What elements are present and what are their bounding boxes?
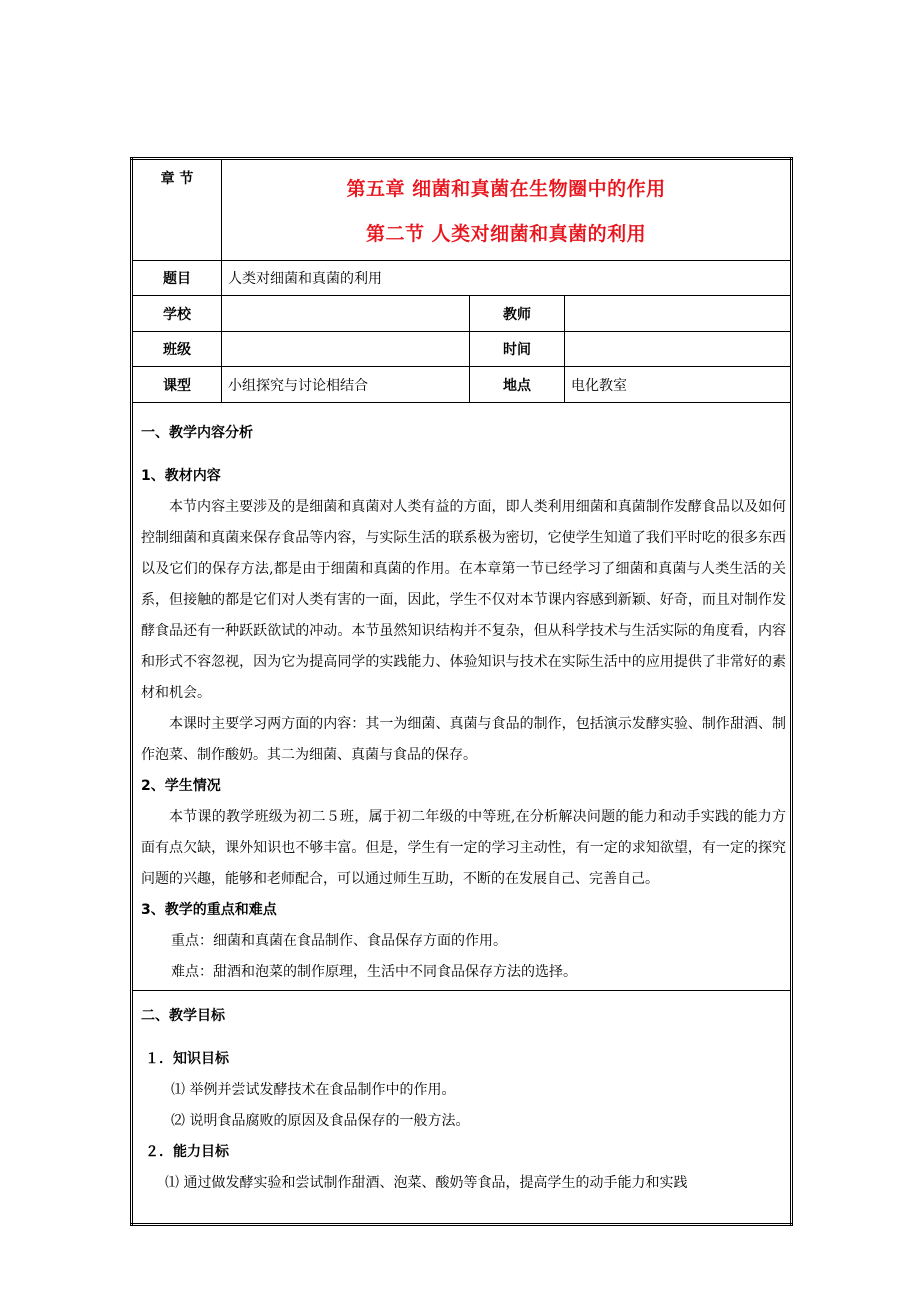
keypoints-heading: 3、教学的重点和难点 (141, 902, 277, 918)
analysis-heading: 一、教学内容分析 (141, 425, 253, 441)
school-row (132, 296, 792, 332)
topic-row (132, 261, 792, 296)
ability-item-1: ⑴ 通过做发酵实验和尝试制作甜酒、泡菜、酸奶等食品，提高学生的动手能力和实践 (165, 1175, 688, 1191)
chapter-row (132, 159, 792, 261)
textbook-heading: 1、教材内容 (141, 468, 221, 484)
ability-heading: ２．能力目标 (145, 1144, 229, 1160)
difficult-point: 难点：甜酒和泡菜的制作原理，生活中不同食品保存方法的选择。 (171, 964, 577, 980)
section-title: 第二节 人类对细菌和真菌的利用 (365, 223, 647, 245)
teacher-label: 教师 (470, 296, 565, 332)
textbook-paragraph-1: 本节内容主要涉及的是细菌和真菌对人类有益的方面，即人类利用细菌和真菌制作发酵食品以及如何控制细菌和真菌来保存食品等内容，与实际生活的联系极为密切，它使学生知道了我们平时吃的很多东西以及它们的保存方法,都是由于细菌和真菌的作用。在本章第一节已经学习了细菌和真菌与人类生活的关系，但接触的都是它们对人类有害的一面，因此，学生不仅对本节课内容感到新颖、好奇，而且对制作发酵食品还有一种跃跃欲试的冲动。本节虽然知识结构并不复杂，但从科学技术与生活实际的角度看，内容和形式不容忽视，因为它为提高同学的实践能力、体验知识与技术在实际生活中的应用提供了非常好的素材和机会。 (141, 499, 787, 701)
teacher-value (565, 296, 792, 332)
topic-label: 题目 (132, 261, 222, 296)
class-label: 班级 (132, 332, 222, 367)
students-heading: 2、学生情况 (141, 778, 221, 794)
type-value: 小组探究与讨论相结合 (222, 367, 470, 403)
type-label: 课型 (132, 367, 222, 403)
class-row (132, 332, 792, 367)
time-value (565, 332, 792, 367)
students-paragraph: 本节课的教学班级为初二５班，属于初二年级的中等班,在分析解决问题的能力和动手实践的能力方面有点欠缺，课外知识也不够丰富。但是，学生有一定的学习主动性，有一定的求知欲望，有一定的探究问题的兴趣，能够和老师配合，可以通过师生互助，不断的在发展自己、完善自己。 (141, 809, 787, 887)
topic-value: 人类对细菌和真菌的利用 (222, 261, 792, 296)
goals-heading: 二、教学目标 (141, 1008, 225, 1024)
key-point: 重点：细菌和真菌在食品制作、食品保存方面的作用。 (171, 933, 507, 949)
time-label: 时间 (470, 332, 565, 367)
class-value (222, 332, 470, 367)
content-cell (132, 403, 792, 1225)
place-value: 电化教室 (565, 367, 792, 403)
school-value (222, 296, 470, 332)
chapter-title-cell (222, 159, 792, 261)
knowledge-heading: １．知识目标 (145, 1051, 229, 1067)
lesson-plan-table (130, 157, 793, 1226)
place-label: 地点 (470, 367, 565, 403)
content-row (132, 403, 792, 1225)
knowledge-item-1: ⑴ 举例并尝试发酵技术在食品制作中的作用。 (171, 1082, 456, 1098)
type-row (132, 367, 792, 403)
school-label: 学校 (132, 296, 222, 332)
chapter-label: 章 节 (132, 159, 222, 261)
textbook-paragraph-2: 本课时主要学习两方面的内容：其一为细菌、真菌与食品的制作，包括演示发酵实验、制作甜酒、制作泡菜、制作酸奶。其二为细菌、真菌与食品的保存。 (141, 716, 787, 763)
chapter-title: 第五章 细菌和真菌在生物圈中的作用 (346, 178, 666, 200)
knowledge-item-2: ⑵ 说明食品腐败的原因及食品保存的一般方法。 (171, 1113, 470, 1129)
